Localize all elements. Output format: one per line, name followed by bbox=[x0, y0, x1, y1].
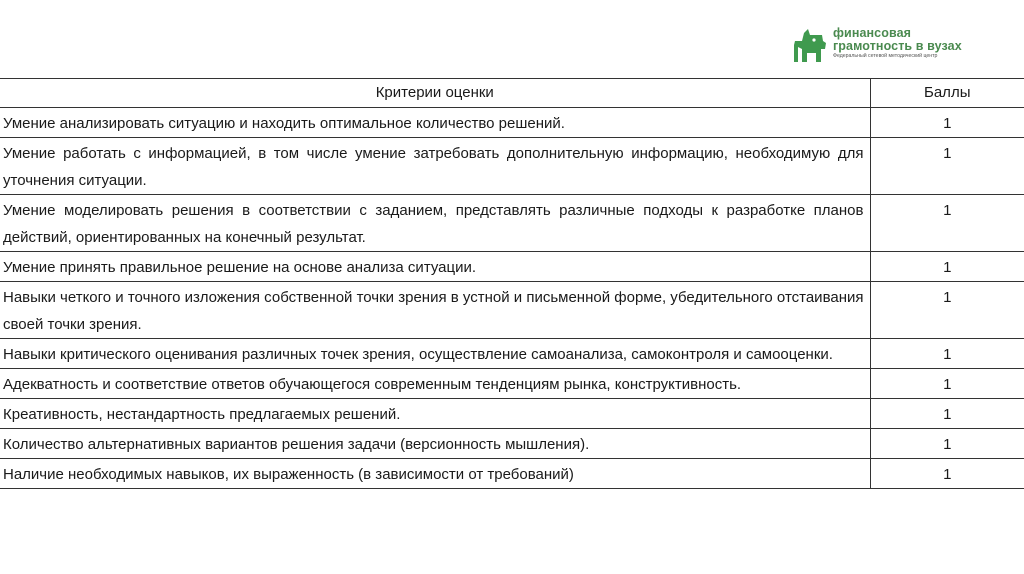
score-cell: 1 bbox=[870, 108, 1024, 138]
table-row bbox=[0, 339, 1024, 369]
criterion-cell: Наличие необходимых навыков, их выраженность (в зависимости от требований) bbox=[0, 459, 870, 489]
logo-title-line2: грамотность в вузах bbox=[833, 39, 962, 53]
criterion-cell: Умение работать с информацией, в том числе умение затребовать дополнительную информацию, необходимую для уточнения ситуации. bbox=[0, 138, 870, 195]
logo-subtitle: Федеральный сетевой методический центр bbox=[833, 53, 938, 59]
criterion-cell: Умение анализировать ситуацию и находить оптимальное количество решений. bbox=[0, 108, 870, 138]
score-cell: 1 bbox=[870, 459, 1024, 489]
score-cell: 1 bbox=[870, 138, 1024, 195]
table-row bbox=[0, 282, 1024, 339]
score-cell: 1 bbox=[870, 399, 1024, 429]
criterion-cell: Умение принять правильное решение на основе анализа ситуации. bbox=[0, 252, 870, 282]
logo-text bbox=[833, 27, 962, 60]
table-row bbox=[0, 108, 1024, 138]
score-cell: 1 bbox=[870, 282, 1024, 339]
logo bbox=[792, 27, 992, 67]
header-score: Баллы bbox=[870, 79, 1024, 108]
score-cell: 1 bbox=[870, 195, 1024, 252]
criterion-cell: Креативность, нестандартность предлагаемых решений. bbox=[0, 399, 870, 429]
table-row bbox=[0, 429, 1024, 459]
criteria-table bbox=[0, 78, 1024, 489]
table-row bbox=[0, 399, 1024, 429]
dog-logo-icon bbox=[792, 27, 828, 63]
criterion-cell: Навыки четкого и точного изложения собственной точки зрения в устной и письменной форме, убедительного отстаивания своей точки зрения. bbox=[0, 282, 870, 339]
criterion-cell: Навыки критического оценивания различных точек зрения, осуществление самоанализа, самоконтроля и самооценки. bbox=[0, 339, 870, 369]
table-header-row bbox=[0, 79, 1024, 108]
table-row bbox=[0, 369, 1024, 399]
header-criteria: Критерии оценки bbox=[0, 79, 870, 108]
score-cell: 1 bbox=[870, 339, 1024, 369]
score-cell: 1 bbox=[870, 369, 1024, 399]
table-row bbox=[0, 138, 1024, 195]
criterion-cell: Умение моделировать решения в соответствии с заданием, представлять различные подходы к разработке планов действий, ориентированных на конечный результат. bbox=[0, 195, 870, 252]
table-row bbox=[0, 195, 1024, 252]
table-row bbox=[0, 459, 1024, 489]
logo-title-line1: финансовая bbox=[833, 26, 912, 40]
table-row bbox=[0, 252, 1024, 282]
criterion-cell: Количество альтернативных вариантов решения задачи (версионность мышления). bbox=[0, 429, 870, 459]
score-cell: 1 bbox=[870, 252, 1024, 282]
criterion-cell: Адекватность и соответствие ответов обучающегося современным тенденциям рынка, конструктивность. bbox=[0, 369, 870, 399]
score-cell: 1 bbox=[870, 429, 1024, 459]
